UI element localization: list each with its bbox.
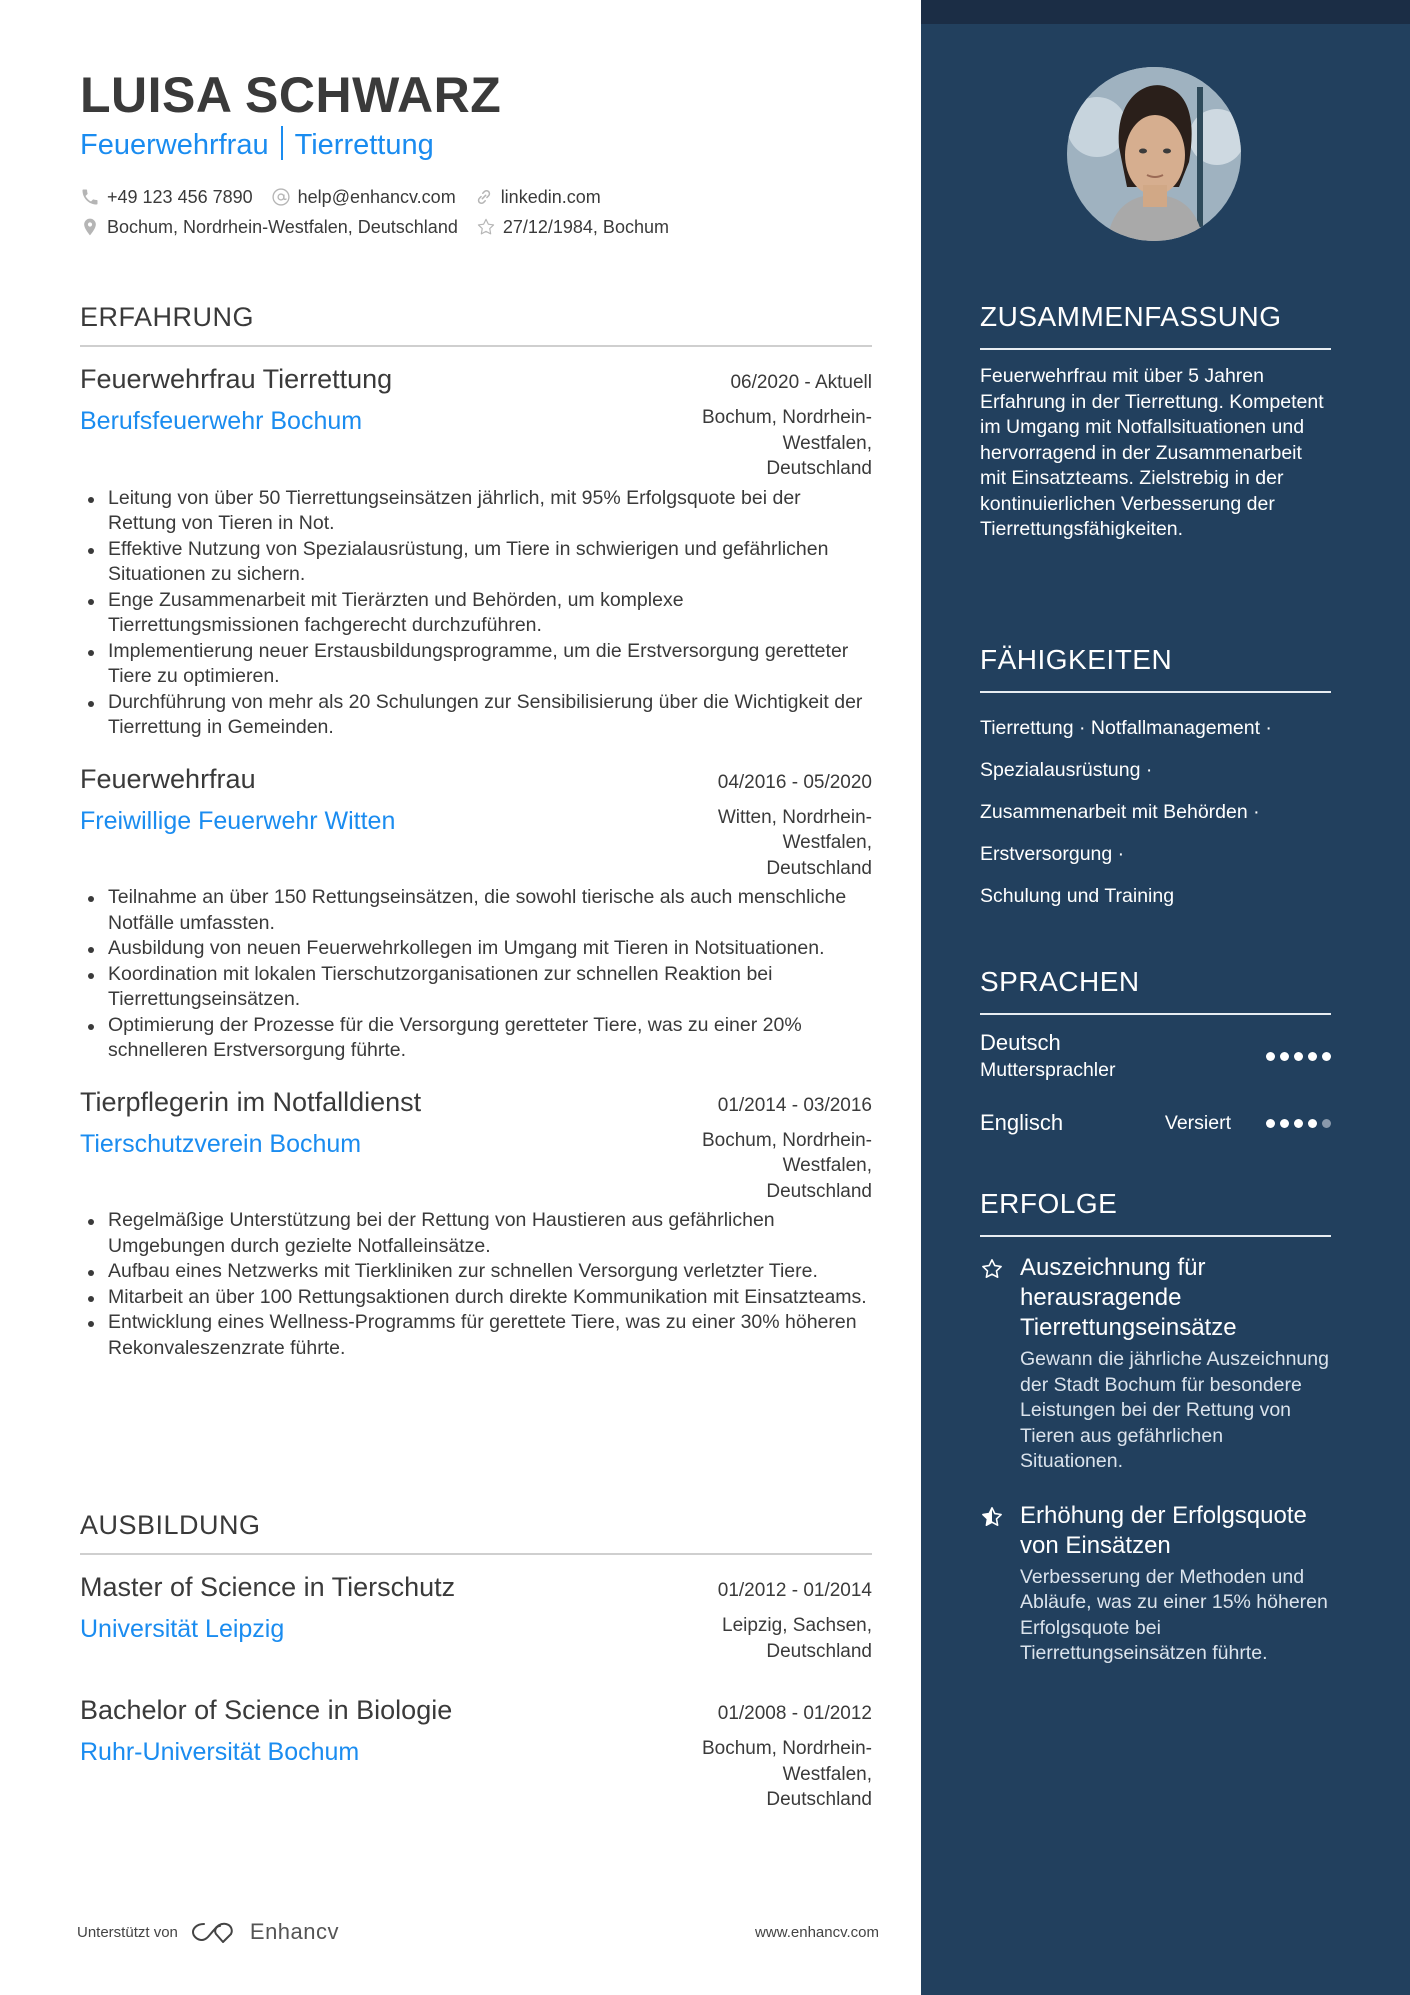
job-date: 01/2014 - 03/2016	[717, 1094, 872, 1116]
achievement-item	[980, 1253, 1331, 1475]
job-bullets	[80, 1208, 872, 1361]
job-date: 04/2016 - 05/2020	[717, 771, 872, 793]
contact-email[interactable]	[271, 187, 456, 208]
achievement-description: Verbesserung der Methoden und Abläufe, was zu einer 15% höheren Erfolgsquote bei Tierrettungseinsätzen führte.	[1020, 1565, 1328, 1664]
location-line: Bochum, Nordrhein-	[701, 1738, 872, 1759]
entry-subheader	[80, 1611, 872, 1664]
brand-logo[interactable]	[190, 1919, 339, 1945]
rating-dot-filled	[1280, 1052, 1289, 1061]
job-title: Tierpflegerin im Notfalldienst	[80, 1086, 422, 1117]
section-divider	[980, 348, 1331, 350]
degree-title: Bachelor of Science in Biologie	[80, 1695, 453, 1725]
contact-phone	[80, 187, 253, 208]
language-text	[980, 1029, 1115, 1083]
contact-row-2	[80, 212, 687, 242]
language-item	[980, 1029, 1331, 1083]
experience-entry	[80, 359, 872, 741]
contact-website[interactable]	[474, 187, 601, 208]
rating-dot-filled	[1308, 1119, 1317, 1128]
job-company: Berufsfeuerwehr Bochum	[80, 407, 363, 435]
achievement-body	[1020, 1253, 1331, 1475]
job-title: Feuerwehrfrau Tierrettung	[80, 364, 393, 394]
skills-section	[980, 640, 1331, 917]
footer	[77, 1912, 879, 1952]
bullet-item: Koordination mit lokalen Tierschutzorganisationen zur schnellen Reaktion bei Tierrettungseinsätzen.	[80, 962, 872, 1013]
education-section	[80, 1505, 872, 1813]
location-line: Bochum, Nordrhein-	[701, 407, 872, 428]
summary-section	[980, 297, 1331, 543]
star-outline-icon	[980, 1257, 1004, 1281]
avatar	[1067, 67, 1241, 241]
rating-dot-filled	[1308, 1052, 1317, 1061]
birth-text: 27/12/1984, Bochum	[502, 216, 669, 237]
bullet-item: Implementierung neuer Erstausbildungsprogramme, um die Erstversorgung geretteter Tiere zu optimieren.	[80, 639, 872, 690]
rating-dot-filled	[1322, 1052, 1331, 1061]
location-line: Westfalen,	[782, 432, 872, 454]
bullet-item: Teilnahme an über 150 Rettungseinsätzen, die sowohl tierische als auch menschliche Notfälle umfassten.	[80, 885, 872, 936]
phone-text: +49 123 456 7890	[107, 186, 253, 207]
rating-dot-filled	[1280, 1119, 1289, 1128]
location-line: Bochum, Nordrhein-	[701, 1129, 872, 1151]
at-icon	[271, 187, 291, 207]
language-name: Deutsch	[980, 1030, 1061, 1055]
footer-url[interactable]: www.enhancv.com	[755, 1923, 879, 1941]
contact-row-1	[80, 182, 687, 212]
enhancv-logo-icon	[190, 1919, 238, 1945]
achievements-heading: ERFOLGE	[980, 1188, 1118, 1219]
candidate-name: LUISA SCHWARZ	[80, 67, 502, 123]
title-separator	[281, 126, 283, 160]
skill-line: Zusammenarbeit mit Behörden ·	[980, 801, 1260, 823]
profile-photo	[1067, 67, 1241, 241]
achievement-description: Gewann die jährliche Auszeichnung der Stadt Bochum für besondere Leistungen bei der Rettung von Tieren aus gefährlichen Situationen.	[1020, 1348, 1329, 1472]
experience-heading: ERFAHRUNG	[80, 302, 255, 332]
skill-line: Tierrettung · Notfallmanagement ·	[980, 717, 1272, 739]
summary-text: Feuerwehrfrau mit über 5 Jahren Erfahrung in der Tierrettung. Kompetent im Umgang mit Notfallsituationen und hervorragend in der Zusammenarbeit mit Einsatzteams. Zielstrebig in der kontinuierlichen Verbesserung der Tierrettungsfähigkeiten.	[980, 365, 1324, 540]
location-line: Deutschland	[766, 1180, 872, 1202]
achievement-title: Erhöhung der Erfolgsquote von Einsätzen	[1020, 1501, 1307, 1559]
brand-name: Enhancv	[249, 1919, 340, 1944]
experience-entry	[80, 759, 872, 1064]
language-rating	[1261, 1052, 1331, 1061]
location-line: Deutschland	[766, 1789, 872, 1810]
job-location	[642, 403, 872, 482]
entry-header	[80, 1690, 872, 1734]
section-divider	[980, 1235, 1331, 1237]
entry-header	[80, 759, 872, 803]
language-name: Englisch	[980, 1110, 1064, 1135]
job-title: Feuerwehrfrau	[80, 763, 256, 794]
rating-dot-filled	[1294, 1052, 1303, 1061]
powered-by-text: Unterstützt von	[77, 1923, 178, 1941]
location-line: Witten, Nordrhein-	[717, 806, 872, 828]
bullet-item: Durchführung von mehr als 20 Schulungen zur Sensibilisierung über die Wichtigkeit der Tierrettung in Gemeinden.	[80, 690, 872, 741]
achievement-icon-wrap	[980, 1253, 1020, 1475]
bullet-item: Effektive Nutzung von Spezialausrüstung, um Tiere in schwierigen und gefährlichen Situationen zu sichern.	[80, 537, 872, 588]
skills-heading: FÄHIGKEITEN	[980, 644, 1173, 675]
website-text: linkedin.com	[500, 186, 601, 207]
sidebar	[921, 0, 1410, 1995]
contact-info	[80, 182, 687, 242]
job-bullets	[80, 885, 872, 1064]
location-line: Leipzig, Sachsen,	[722, 1615, 872, 1636]
experience-section	[80, 297, 872, 1361]
skill-line: Schulung und Training	[980, 885, 1175, 907]
job-location	[642, 1126, 872, 1205]
rating-dot-filled	[1294, 1119, 1303, 1128]
footer-powered	[77, 1919, 339, 1945]
skill-line: Spezialausrüstung ·	[980, 759, 1153, 781]
entry-header	[80, 359, 872, 403]
location-line: Westfalen,	[782, 1763, 872, 1785]
school-name: Universität Leipzig	[80, 1615, 285, 1643]
section-divider	[980, 691, 1331, 693]
education-heading: AUSBILDUNG	[80, 1510, 261, 1540]
language-rating	[1261, 1119, 1331, 1128]
bullet-item: Enge Zusammenarbeit mit Tierärzten und Behörden, um komplexe Tierrettungsmissionen fachgerecht durchzuführen.	[80, 588, 872, 639]
phone-icon	[80, 187, 100, 207]
job-date: 06/2020 - Aktuell	[730, 372, 872, 393]
achievement-icon-wrap	[980, 1501, 1020, 1667]
location-line: Deutschland	[766, 458, 872, 479]
location-text: Bochum, Nordrhein-Westfalen, Deutschland	[107, 216, 458, 237]
school-location	[642, 1611, 872, 1664]
language-item	[980, 1109, 1331, 1137]
contact-birth	[476, 217, 669, 238]
job-company: Tierschutzverein Bochum	[80, 1129, 362, 1158]
bullet-item: Aufbau eines Netzwerks mit Tierkliniken zur schnellen Versorgung verletzter Tiere.	[80, 1259, 872, 1285]
entry-subheader	[80, 803, 872, 882]
rating-dot-filled	[1266, 1052, 1275, 1061]
section-divider	[980, 1013, 1331, 1015]
sidebar-top-band	[921, 0, 1410, 24]
summary-heading: ZUSAMMENFASSUNG	[980, 301, 1282, 332]
languages-section	[980, 962, 1331, 1137]
entry-header	[80, 1082, 872, 1126]
entry-header	[80, 1567, 872, 1611]
location-line: Deutschland	[766, 857, 872, 879]
entry-subheader	[80, 1126, 872, 1205]
location-line: Westfalen,	[782, 1155, 872, 1176]
rating-dot-empty	[1322, 1119, 1331, 1128]
degree-title: Master of Science in Tierschutz	[80, 1572, 456, 1602]
bullet-item: Ausbildung von neuen Feuerwehrkollegen im Umgang mit Tieren in Notsituationen.	[80, 936, 872, 962]
bullet-item: Leitung von über 50 Tierrettungseinsätzen jährlich, mit 95% Erfolgsquote bei der Rettung von Tieren in Not.	[80, 486, 872, 537]
education-entry	[80, 1690, 872, 1813]
degree-date: 01/2008 - 01/2012	[717, 1703, 872, 1724]
title-role: Feuerwehrfrau	[80, 129, 269, 161]
language-level: Versiert	[1164, 1111, 1231, 1134]
achievement-item	[980, 1501, 1331, 1667]
location-line: Westfalen,	[782, 832, 872, 853]
rating-dot-filled	[1266, 1119, 1275, 1128]
skill-line: Erstversorgung ·	[980, 843, 1125, 865]
school-location	[642, 1734, 872, 1813]
bullet-item: Optimierung der Prozesse für die Versorgung geretteter Tiere, was zu einer 20% schnelleren Erstversorgung führte.	[80, 1013, 872, 1064]
location-pin-icon	[80, 217, 100, 237]
job-company: Freiwillige Feuerwehr Witten	[80, 806, 396, 835]
link-icon	[474, 187, 494, 207]
achievement-title: Auszeichnung für herausragende Tierrettungseinsätze	[1020, 1254, 1237, 1341]
education-entry	[80, 1567, 872, 1664]
bullet-item: Entwicklung eines Wellness-Programms für gerettete Tiere, was zu einer 30% höheren Rekonvaleszenzrate führte.	[80, 1310, 872, 1361]
achievement-body	[1020, 1501, 1331, 1667]
entry-subheader	[80, 1734, 872, 1813]
experience-entry	[80, 1082, 872, 1362]
star-half-icon	[980, 1505, 1004, 1529]
language-level: Muttersprachler	[980, 1059, 1116, 1081]
job-bullets	[80, 486, 872, 741]
title-specialty: Tierrettung	[294, 129, 434, 161]
location-line: Deutschland	[766, 1640, 872, 1662]
email-text: help@enhancv.com	[297, 186, 456, 207]
degree-date: 01/2012 - 01/2014	[717, 1580, 872, 1601]
bullet-item: Regelmäßige Unterstützung bei der Rettung von Haustieren aus gefährlichen Umgebungen durch gezielte Notfalleinsätze.	[80, 1208, 872, 1259]
section-divider	[80, 1553, 872, 1555]
bullet-item: Mitarbeit an über 100 Rettungsaktionen durch direkte Kommunikation mit Einsatzteams.	[80, 1285, 872, 1311]
languages-heading: SPRACHEN	[980, 966, 1140, 997]
contact-location	[80, 217, 458, 238]
job-location	[642, 803, 872, 882]
school-name: Ruhr-Universität Bochum	[80, 1738, 360, 1766]
candidate-title	[80, 126, 434, 162]
entry-subheader	[80, 403, 872, 482]
section-divider	[80, 345, 872, 347]
achievements-section	[980, 1184, 1331, 1667]
skills-list	[980, 707, 1331, 917]
star-icon	[476, 217, 496, 237]
